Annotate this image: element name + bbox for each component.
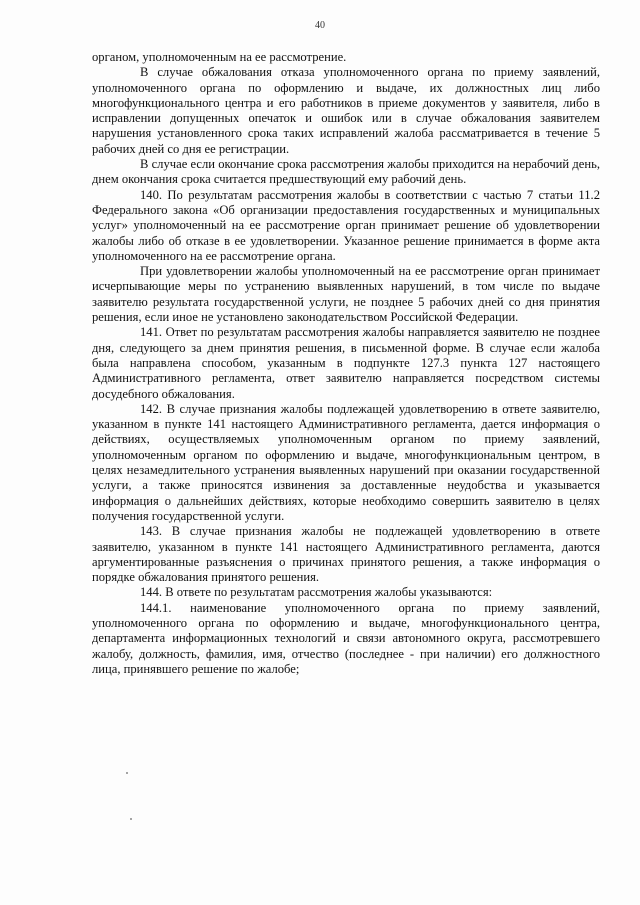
page-number: 40 [315,20,325,31]
paragraph-142: 142. В случае признания жалобы подлежащей удовлетворению в ответе заявителю, указанном в пункте 141 настоящего Административного регламента, дается информация о действиях, осуществляемых уполномоченным органом по приему заявлений, уполномоченным органом по оформлению и выдаче, многофункциональным центром, в целях незамедлительного устранения выявленных нарушений при оказании государственной услуги, а также приносятся извинения за доставленные неудобства и указывается информация о дальнейших действиях, которые необходимо совершить заявителю в целях получения государственной услуги. [92,401,600,523]
paragraph-140: 140. По результатам рассмотрения жалобы в соответствии с частью 7 статьи 11.2 Федерального закона «Об организации предоставления государственных и муниципальных услуг» уполномоченный на ее рассмотрение орган принимает решение об удовлетворении жалобы либо об отказе в ее удовлетворении. Указанное решение принимается в форме акта уполномоченного на ее рассмотрение органа. [92,187,600,263]
scan-speck [126,772,128,774]
paragraph-continuation: органом, уполномоченным на ее рассмотрение. [92,50,347,64]
paragraph-141: 141. Ответ по результатам рассмотрения жалобы направляется заявителю не позднее дня, следующего за днем принятия решения, в письменной форме. В случае если жалоба была направлена способом, указанным в подпункте 127.3 пункта 127 настоящего Административного регламента, ответ заявителю направляется посредством системы досудебного обжалования. [92,325,600,401]
document-body [92,50,600,677]
paragraph-144-1: 144.1. наименование уполномоченного органа по приему заявлений, уполномоченного органа по оформлению и выдаче, многофункционального центра, департамента информационных технологий и связи автономного округа, рассмотревшего жалобу, должность, фамилия, имя, отчество (последнее - при наличии) его должностного лица, принявшего решение по жалобе; [92,600,600,676]
paragraph-143: 143. В случае признания жалобы не подлежащей удовлетворению в ответе заявителю, указанном в пункте 141 настоящего Административного регламента, даются аргументированные разъяснения о причинах принятого решения, а также информация о порядке обжалования принятого решения. [92,524,600,585]
scan-speck [130,818,132,820]
paragraph-nonworking-day: В случае если окончание срока рассмотрения жалобы приходится на нерабочий день, днем окончания срока считается предшествующий ему рабочий день. [92,157,600,187]
paragraph-144: 144. В ответе по результатам рассмотрения жалобы указываются: [140,585,493,600]
paragraph-appeal-refusal: В случае обжалования отказа уполномоченного органа по приему заявлений, уполномоченного органа по оформлению и выдаче, их должностных лиц либо многофункционального центра и его работников в приеме документов у заявителя, либо в исправлении допущенных опечаток и ошибок или в случае обжалования заявителем нарушения установленного срока таких исправлений жалоба рассматривается в течение 5 рабочих дней со дня ее регистрации. [92,65,600,156]
paragraph-satisfaction: При удовлетворении жалобы уполномоченный на ее рассмотрение орган принимает исчерпывающие меры по устранению выявленных нарушений, в том числе по выдаче заявителю результата государственной услуги, не позднее 5 рабочих дней со дня принятия решения, если иное не установлено законодательством Российской Федерации. [92,264,600,325]
